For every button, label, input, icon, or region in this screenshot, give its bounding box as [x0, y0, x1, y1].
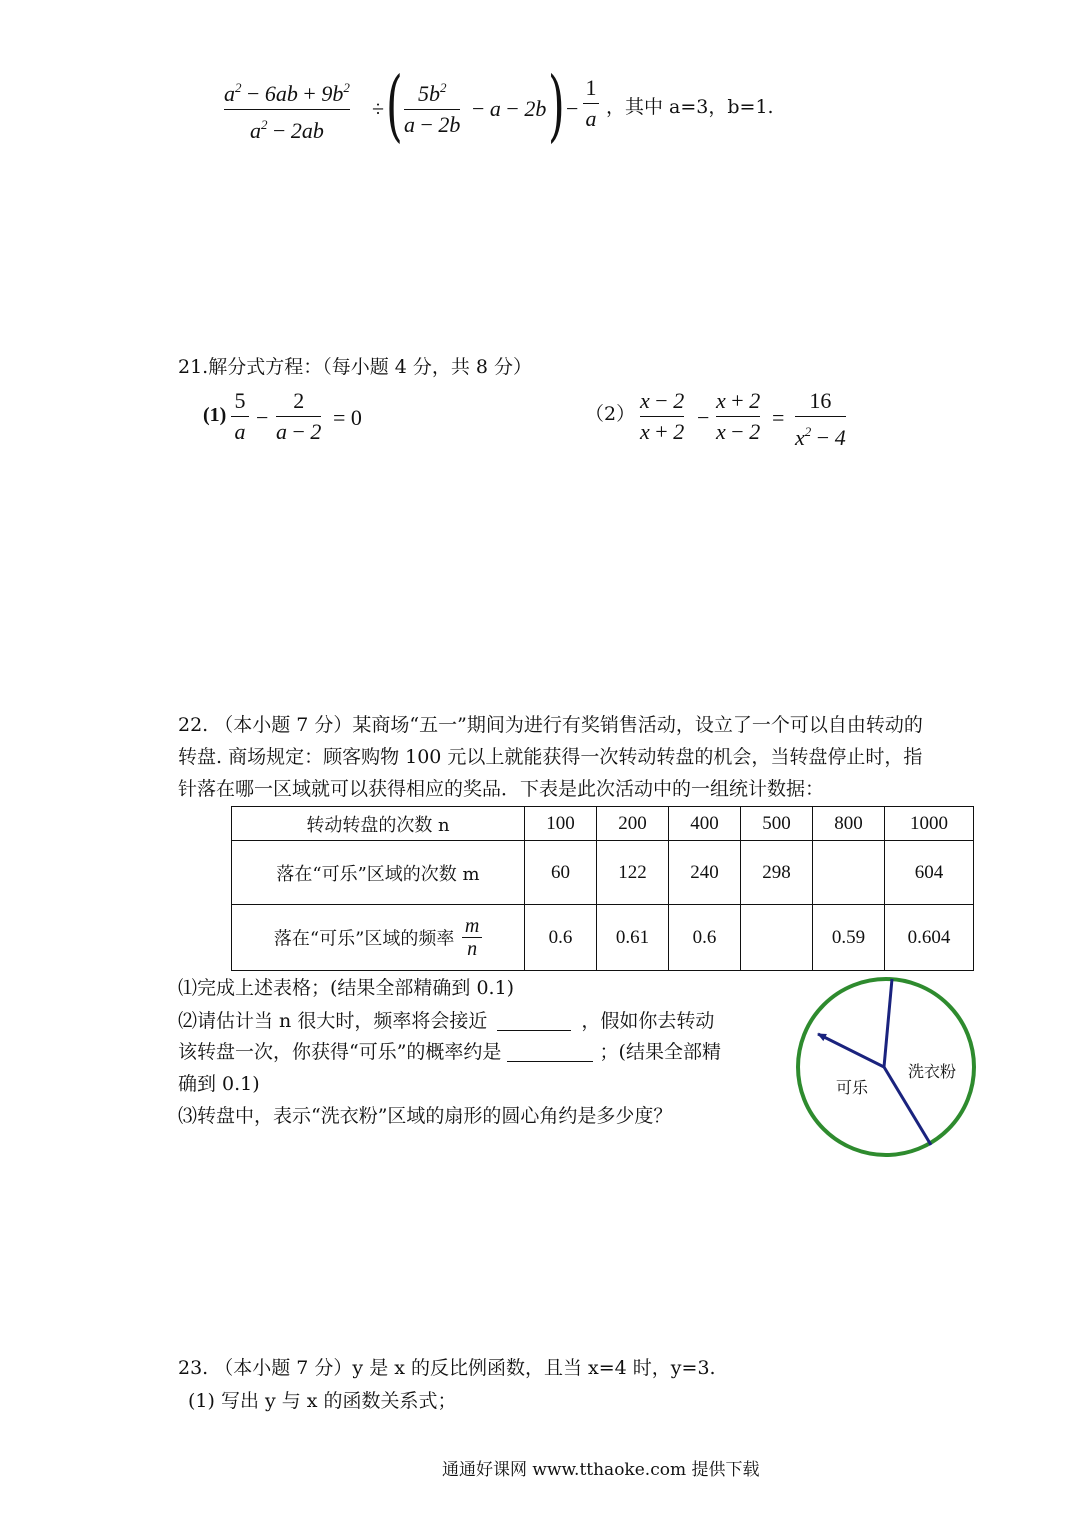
table-cell: 500 — [741, 807, 813, 841]
q21-part2-label: （2） — [585, 403, 636, 425]
q22-sub2-line-2 — [178, 1043, 721, 1062]
q21-part2-fraction-1: x − 2 x + 2 — [640, 388, 685, 444]
table-cell: 100 — [525, 807, 597, 841]
q21-part2-equals: = — [772, 405, 785, 430]
q21-part1-fraction-2: 2 a − 2 — [276, 388, 322, 444]
q21-part1-equals-zero: = 0 — [333, 405, 362, 430]
table-cell: 122 — [597, 841, 669, 905]
table-cell: 1000 — [885, 807, 974, 841]
table-row — [232, 841, 974, 905]
q22-sub2-line-1 — [178, 1012, 714, 1031]
q22-sub2-text-b: ，假如你去转动 — [581, 1010, 715, 1032]
q20-minus-sign: − — [566, 96, 579, 121]
q22-sub3: ⑶转盘中，表示“洗衣粉”区域的扇形的圆心角约是多少度？ — [178, 1105, 673, 1127]
table-cell: 0.604 — [885, 905, 974, 971]
answer-blank-probability[interactable] — [507, 1043, 593, 1062]
wheel-label-cola: 可乐 — [836, 1078, 869, 1097]
spoke-top — [884, 979, 892, 1067]
table-cell: 298 — [741, 841, 813, 905]
q21-part2-minus: − — [697, 405, 710, 430]
q20-right-paren: ) — [548, 61, 565, 151]
wheel-label-detergent: 洗衣粉 — [908, 1062, 957, 1081]
q20-inner-fraction: $5b^2$ a − 2b — [404, 80, 461, 137]
q22-sub2-text-c: 该转盘一次，你获得“可乐”的概率约是 — [178, 1041, 502, 1063]
q21-part1-minus: − — [256, 405, 269, 430]
q20-condition: ，其中 a=3，b=1. — [606, 96, 774, 118]
table-cell: 0.61 — [597, 905, 669, 971]
q22-sub2-text-a: ⑵请估计当 n 很大时，频率将会接近 — [178, 1010, 488, 1032]
table-row — [232, 807, 974, 841]
table-cell: 400 — [669, 807, 741, 841]
frequency-label: 落在“可乐”区域的频率 — [273, 928, 455, 950]
q23-text-line-1: 23. （本小题 7 分）y 是 x 的反比例函数，且当 x=4 时，y=3. — [178, 1357, 716, 1379]
pointer-arrow — [818, 1034, 884, 1067]
q20-left-paren: ( — [386, 61, 403, 151]
footer-credit: 通通好课网 www.tthaoke.com 提供下载 — [442, 1460, 760, 1480]
table-row-header-n: 转动转盘的次数 n — [232, 807, 525, 841]
table-row-header-frequency — [232, 905, 525, 971]
q21-part1-fraction-1: 5 a — [231, 388, 249, 445]
q23-text-line-2: (1) 写出 y 与 x 的函数关系式； — [188, 1390, 457, 1412]
answer-blank-frequency[interactable] — [497, 1012, 571, 1031]
table-cell-empty — [741, 905, 813, 971]
q21-part1-label: (1) — [203, 404, 227, 426]
table-row-header-m: 落在“可乐”区域的次数 m — [232, 841, 525, 905]
statistics-table — [231, 806, 974, 971]
q22-text-line-1: 22. （本小题 7 分）某商场“五一”期间为进行有奖销售活动，设立了一个可以自由转动的 — [178, 714, 923, 736]
q22-sub2-line-3: 确到 0.1) — [178, 1073, 260, 1095]
table-cell: 60 — [525, 841, 597, 905]
table-cell: 0.6 — [669, 905, 741, 971]
q22-sub2-text-d: ；(结果全部精 — [599, 1041, 721, 1063]
table-cell: 200 — [597, 807, 669, 841]
q20-divide-sign: ÷ — [372, 96, 385, 121]
q21-part2-fraction-3: 16 $x^2 - 4$ — [795, 388, 846, 450]
q21-heading: 21.解分式方程：（每小题 4 分，共 8 分） — [178, 356, 533, 378]
table-cell: 0.59 — [813, 905, 885, 971]
q22-sub1: ⑴完成上述表格；(结果全部精确到 0.1) — [178, 977, 515, 999]
table-cell: 800 — [813, 807, 885, 841]
table-cell: 604 — [885, 841, 974, 905]
q21-part2-fraction-2: x + 2 x − 2 — [716, 388, 761, 444]
q20-inner-terms: − a − 2b — [472, 96, 547, 121]
table-cell: 240 — [669, 841, 741, 905]
table-cell-empty — [813, 841, 885, 905]
q20-reciprocal-fraction: 1 a — [583, 75, 599, 132]
q20-main-fraction: $a^2 - 6ab + 9b^2$ $a^2 - 2ab$ — [224, 80, 350, 143]
table-row — [232, 905, 974, 971]
table-cell: 0.6 — [525, 905, 597, 971]
m-over-n-fraction: $\frac{m}{n}$ — [462, 915, 482, 960]
q22-text-line-2: 转盘. 商场规定：顾客购物 100 元以上就能获得一次转动转盘的机会，当转盘停止时，指 — [178, 746, 923, 768]
q22-text-line-3: 针落在哪一区域就可以获得相应的奖品．下表是此次活动中的一组统计数据： — [178, 778, 825, 800]
